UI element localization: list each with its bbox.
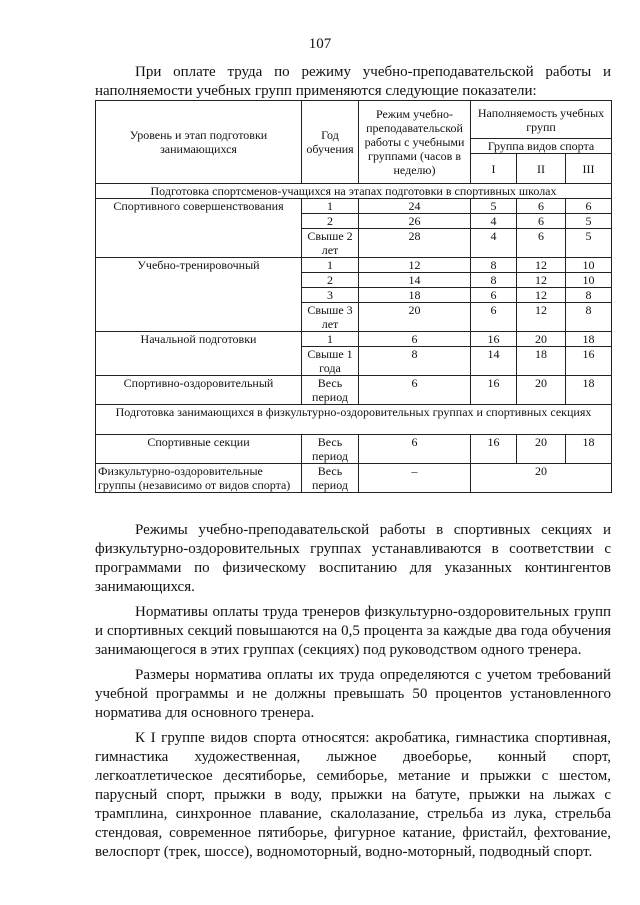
row-g3: 5	[566, 214, 612, 229]
row-year: Свыше 3 лет	[302, 303, 359, 332]
header-fill: Наполняемость учебных групп	[471, 101, 612, 139]
row-year: 2	[302, 214, 359, 229]
row-hours: 24	[359, 199, 471, 214]
header-mode: Режим учебно-преподавательской работы с учебными группами (часов в неделю)	[359, 101, 471, 184]
row-g2: 12	[517, 258, 566, 273]
row-year: 1	[302, 199, 359, 214]
norms-table	[95, 100, 612, 493]
row-g1: 5	[471, 199, 517, 214]
body-paragraph: Размеры норматива оплаты их труда определяются с учетом требований учебной программы и не должны превышать 50 процентов установленного норматива для основного тренера.	[95, 667, 611, 721]
row-g3: 8	[566, 288, 612, 303]
row-hours: 8	[359, 347, 471, 376]
section-title-schools: Подготовка спортсменов-учащихся на этапах подготовки в спортивных школах	[96, 184, 612, 199]
row-g1: 14	[471, 347, 517, 376]
row-g2: 20	[517, 435, 566, 464]
row-level: Спортивные секции	[96, 435, 302, 464]
row-g2: 6	[517, 214, 566, 229]
row-g1: 6	[471, 303, 517, 332]
header-year: Год обучения	[302, 101, 359, 184]
table-row	[96, 199, 612, 214]
row-level: Спортивного совершенствования	[96, 199, 302, 258]
body-paragraph: К I группе видов спорта относятся: акробатика, гимнастика спортивная, гимнастика художественная, лыжное двоеборье, конный спорт, легкоатлетическое десятиборье, семиборье, метание и прыжки с шестом, парусный спорт, прыжки в воду, прыжки на батуте, прыжки на лыжах с трамплина, синхронное плавание, скалолазание, стрельба из лука, стрельба стендовая, современное пятиборье, фигурное катание, фристайл, фехтование, велоспорт (трек, шоссе), водномоторный, водно-моторный, подводный спорт.	[95, 730, 611, 860]
row-level: Спортивно-оздоровительный	[96, 376, 302, 405]
row-g1: 8	[471, 258, 517, 273]
header-group-kinds: Группа видов спорта	[471, 139, 612, 154]
row-g2: 20	[517, 332, 566, 347]
row-g2: 6	[517, 199, 566, 214]
row-fill: 20	[471, 464, 612, 493]
row-g2: 20	[517, 376, 566, 405]
row-g3: 16	[566, 347, 612, 376]
row-g1: 4	[471, 214, 517, 229]
row-year: 2	[302, 273, 359, 288]
intro-paragraph: При оплате труда по режиму учебно-преподавательской работы и наполняемости учебных групп применяются следующие показатели:	[95, 64, 611, 99]
row-hours: 18	[359, 288, 471, 303]
row-year: Свыше 2 лет	[302, 229, 359, 258]
row-g3: 18	[566, 435, 612, 464]
row-level: Физкультурно-оздоровительные группы (независимо от видов спорта)	[96, 464, 302, 493]
row-year: Весь период	[302, 464, 359, 493]
table-row	[96, 332, 612, 347]
row-g3: 8	[566, 303, 612, 332]
table-row	[96, 258, 612, 273]
header-level: Уровень и этап подготовки занимающихся	[96, 101, 302, 184]
row-g2: 12	[517, 273, 566, 288]
header-group-3: III	[566, 154, 612, 184]
table-row	[96, 376, 612, 405]
row-g3: 6	[566, 199, 612, 214]
header-group-2: II	[517, 154, 566, 184]
row-g2: 12	[517, 288, 566, 303]
row-g3: 18	[566, 376, 612, 405]
row-g3: 5	[566, 229, 612, 258]
row-year: Весь период	[302, 376, 359, 405]
row-hours: 6	[359, 332, 471, 347]
row-hours: –	[359, 464, 471, 493]
row-g2: 6	[517, 229, 566, 258]
row-g1: 16	[471, 376, 517, 405]
table-row	[96, 435, 612, 464]
row-g2: 18	[517, 347, 566, 376]
row-year: 1	[302, 332, 359, 347]
row-hours: 12	[359, 258, 471, 273]
body-text	[95, 521, 611, 862]
row-hours: 26	[359, 214, 471, 229]
body-paragraph: Нормативы оплаты труда тренеров физкультурно-оздоровительных групп и спортивных секций повышаются на 0,5 процента за каждые два года обучения занимающегося в этих группах (секциях) под руководством одного тренера.	[95, 604, 611, 658]
row-g3: 10	[566, 258, 612, 273]
row-hours: 6	[359, 376, 471, 405]
row-year: Свыше 1 года	[302, 347, 359, 376]
row-g1: 16	[471, 332, 517, 347]
row-hours: 14	[359, 273, 471, 288]
body-paragraph: Режимы учебно-преподавательской работы в спортивных секциях и физкультурно-оздоровительных группах устанавливаются в соответствии с программами по физическому воспитанию для указанных контингентов занимающихся.	[95, 522, 611, 595]
row-g1: 8	[471, 273, 517, 288]
row-hours: 28	[359, 229, 471, 258]
table-row	[96, 464, 612, 493]
row-g1: 4	[471, 229, 517, 258]
row-year: Весь период	[302, 435, 359, 464]
row-level: Начальной подготовки	[96, 332, 302, 376]
row-hours: 20	[359, 303, 471, 332]
row-g2: 12	[517, 303, 566, 332]
row-g1: 16	[471, 435, 517, 464]
row-g1: 6	[471, 288, 517, 303]
row-hours: 6	[359, 435, 471, 464]
row-level: Учебно-тренировочный	[96, 258, 302, 332]
row-g3: 10	[566, 273, 612, 288]
row-year: 1	[302, 258, 359, 273]
row-year: 3	[302, 288, 359, 303]
page-number: 107	[308, 36, 332, 52]
header-group-1: I	[471, 154, 517, 184]
section-title-fitness: Подготовка занимающихся в физкультурно-оздоровительных группах и спортивных секциях	[96, 405, 612, 435]
row-g3: 18	[566, 332, 612, 347]
